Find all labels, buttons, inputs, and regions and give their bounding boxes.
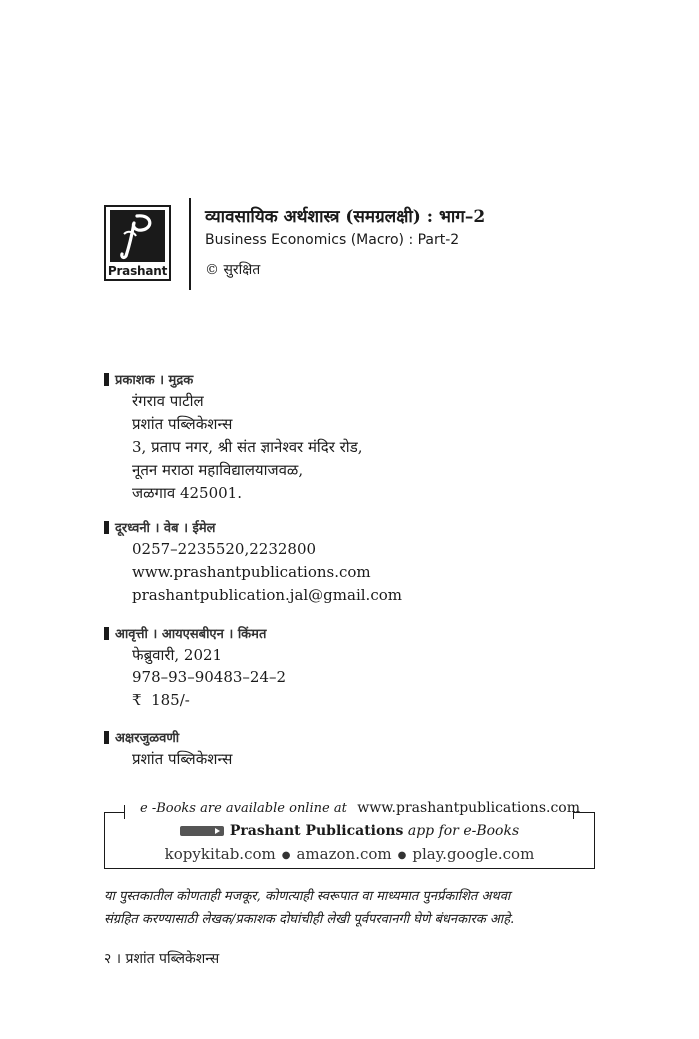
box-border-left [104, 812, 124, 813]
page-footer [104, 949, 219, 968]
box-tick-left [124, 805, 125, 819]
bullet-icon: ● [397, 849, 407, 861]
section-marker-icon [104, 373, 109, 386]
ebooks-stores [104, 845, 595, 863]
typesetting-heading-text: अक्षरजुळवणी [115, 731, 180, 746]
website-link[interactable]: www.prashantpublications.com [132, 563, 371, 581]
copyright-notice: © सुरक्षित [205, 262, 261, 278]
publisher-line: प्रशांत पब्लिकेशन्स [132, 415, 233, 433]
footer-publisher: प्रशांत पब्लिकेशन्स [125, 951, 220, 967]
section-marker-icon [104, 521, 109, 534]
isbn: 978–93–90483–24–2 [132, 668, 287, 686]
publisher-heading-text: प्रकाशक । मुद्रक [115, 373, 194, 388]
copyright-notice-line: या पुस्तकातील कोणताही मजकूर, कोणत्याही स्वरूपात वा माध्यमात पुनर्प्रकाशित अथवा [104, 889, 511, 904]
contact-heading-text: दूरध्वनी । वेब । ईमेल [115, 521, 216, 536]
prashant-p-logo-icon [110, 210, 165, 262]
price: ₹ 185/- [132, 691, 190, 709]
header-divider [189, 198, 191, 290]
copyright-notice-line: संग्रहित करण्यासाठी लेखक/प्रकाशक दोघांचीही लेखी पूर्वपरवानगी घेणे बंधनकारक आहे. [104, 912, 515, 927]
store-link-amazon[interactable]: amazon.com [296, 845, 392, 863]
publisher-line: 3, प्रताप नगर, श्री संत ज्ञानेश्वर मंदिर रोड, [132, 438, 363, 456]
edition-date: फेब्रुवारी, 2021 [132, 646, 223, 664]
logo-text: Prashant [107, 264, 168, 278]
book-title-marathi: व्यावसायिक अर्थशास्त्र (समग्रलक्षी) : भाग–2 [205, 207, 486, 227]
bullet-icon: ● [281, 849, 291, 861]
ebooks-website-link[interactable]: www.prashantpublications.com [357, 800, 581, 816]
edition-heading-text: आवृत्ती । आयएसबीएन । किंमत [115, 627, 267, 642]
typesetting-value: प्रशांत पब्लिकेशन्स [132, 750, 233, 768]
footer-separator: । [115, 951, 122, 967]
contact-heading [104, 518, 216, 536]
ebooks-availability [140, 800, 581, 816]
ebooks-available-text: e -Books are available online at [140, 801, 347, 816]
phone-number: 0257–2235520,2232800 [132, 540, 317, 558]
publisher-logo [104, 205, 171, 281]
publisher-line: नूतन मराठा महाविद्यालयाजवळ, [132, 461, 304, 479]
section-marker-icon [104, 627, 109, 640]
email-link[interactable]: prashantpublication.jal@gmail.com [132, 586, 402, 604]
typesetting-heading [104, 728, 179, 746]
publisher-line: रंगराव पाटील [132, 392, 204, 410]
edition-heading [104, 624, 266, 642]
page-number: २ [104, 951, 112, 967]
store-link-google-play[interactable]: play.google.com [412, 845, 535, 863]
publisher-heading [104, 370, 193, 388]
app-suffix: app for e-Books [407, 823, 520, 839]
section-marker-icon [104, 731, 109, 744]
download-app-badge-icon[interactable] [180, 826, 224, 836]
ebooks-app-line [104, 823, 595, 839]
publisher-line: जळगाव 425001. [132, 484, 242, 502]
app-name: Prashant Publications [229, 823, 404, 839]
book-title-english: Business Economics (Macro) : Part-2 [205, 232, 460, 248]
store-link-kopykitab[interactable]: kopykitab.com [164, 845, 276, 863]
